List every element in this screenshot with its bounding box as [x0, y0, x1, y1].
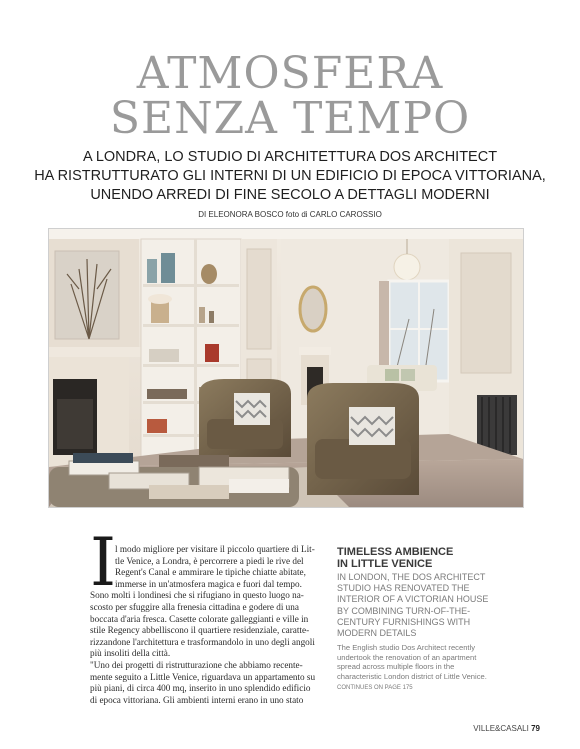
- drop-cap: I: [90, 524, 117, 601]
- summary-lead: IN LONDON, THE DOS ARCHITECT STUDIO HAS RENOVATED THE INTERIOR OF A VICTORIAN HOUSE BY COMBINING TURN-OF-THE-CENTURY FURNISHINGS WITH MODERN DETAILS: [337, 572, 489, 639]
- article-line: scosto per sfuggire alla frenesia cittadina e godere di una: [90, 601, 299, 612]
- article-line: Sono molti i londinesi che si rifugiano in questo luogo na-: [90, 590, 304, 601]
- article-line: mente seguito a Little Venice, riguardava un appartamento su: [90, 671, 316, 682]
- article-line: immerse in un'atmosfera magica e fuori dal tempo.: [115, 578, 302, 589]
- article-line: più insoliti della città.: [90, 648, 171, 659]
- magazine-name: VILLE&CASALI: [473, 724, 529, 733]
- page-number: 79: [531, 724, 540, 733]
- byline: DI ELEONORA BOSCO foto di CARLO CAROSSIO: [198, 210, 382, 219]
- article-line: boccata d'aria fresca. Casette colorate galleggianti e ville in: [90, 613, 309, 624]
- summary-heading-line-2: IN LITTLE VENICE: [337, 558, 433, 570]
- article-line: più piani, di circa 400 mq, inserito in uno splendido edificio: [90, 683, 311, 694]
- article-line: di epoca vittoriana. Gli ambienti interni erano in uno stato: [90, 694, 304, 705]
- page-folio: [473, 724, 540, 733]
- english-summary: [337, 546, 501, 693]
- article-line: tle Venice, a Londra, è percorrere a piedi le rive del: [115, 555, 304, 566]
- article-line: stile Regency abbelliscono il quartiere residenziale, caratte-: [90, 625, 310, 636]
- summary-body-text: The English studio Dos Architect recently undertook the renovation of an apartment spread across multiple floors in the characteristic London district of Little Venice.: [337, 643, 487, 681]
- summary-heading-line-1: TIMELESS AMBIENCE: [337, 546, 454, 558]
- article-line: "Uno dei progetti di ristrutturazione che abbiamo recente-: [90, 659, 303, 670]
- article-line: l modo migliore per visitare il piccolo quartiere di Lit-: [115, 544, 315, 554]
- interior-photo: [48, 228, 524, 508]
- subtitle-line-1: A LONDRA, LO STUDIO DI ARCHITETTURA DOS ARCHITECT: [82, 149, 498, 165]
- page-title-line-1: ATMOSFERA: [136, 48, 444, 99]
- page-title-line-2: SENZA TEMPO: [109, 93, 471, 144]
- continues-note: CONTINUES ON PAGE 175: [337, 684, 413, 691]
- subtitle-line-2: HA RISTRUTTURATO GLI INTERNI DI UN EDIFICIO DI EPOCA VITTORIANA,: [34, 168, 546, 184]
- article-line: rizzandone l'architettura e trasformandolo in uno degli angoli: [90, 636, 315, 647]
- subtitle-line-3: UNENDO ARREDI DI FINE SECOLO A DETTAGLI MODERNI: [90, 187, 490, 203]
- article-body: [90, 544, 326, 706]
- summary-body: [337, 643, 501, 693]
- article-line: Regent's Canal e ammirare le tipiche chiatte abitate,: [115, 567, 306, 578]
